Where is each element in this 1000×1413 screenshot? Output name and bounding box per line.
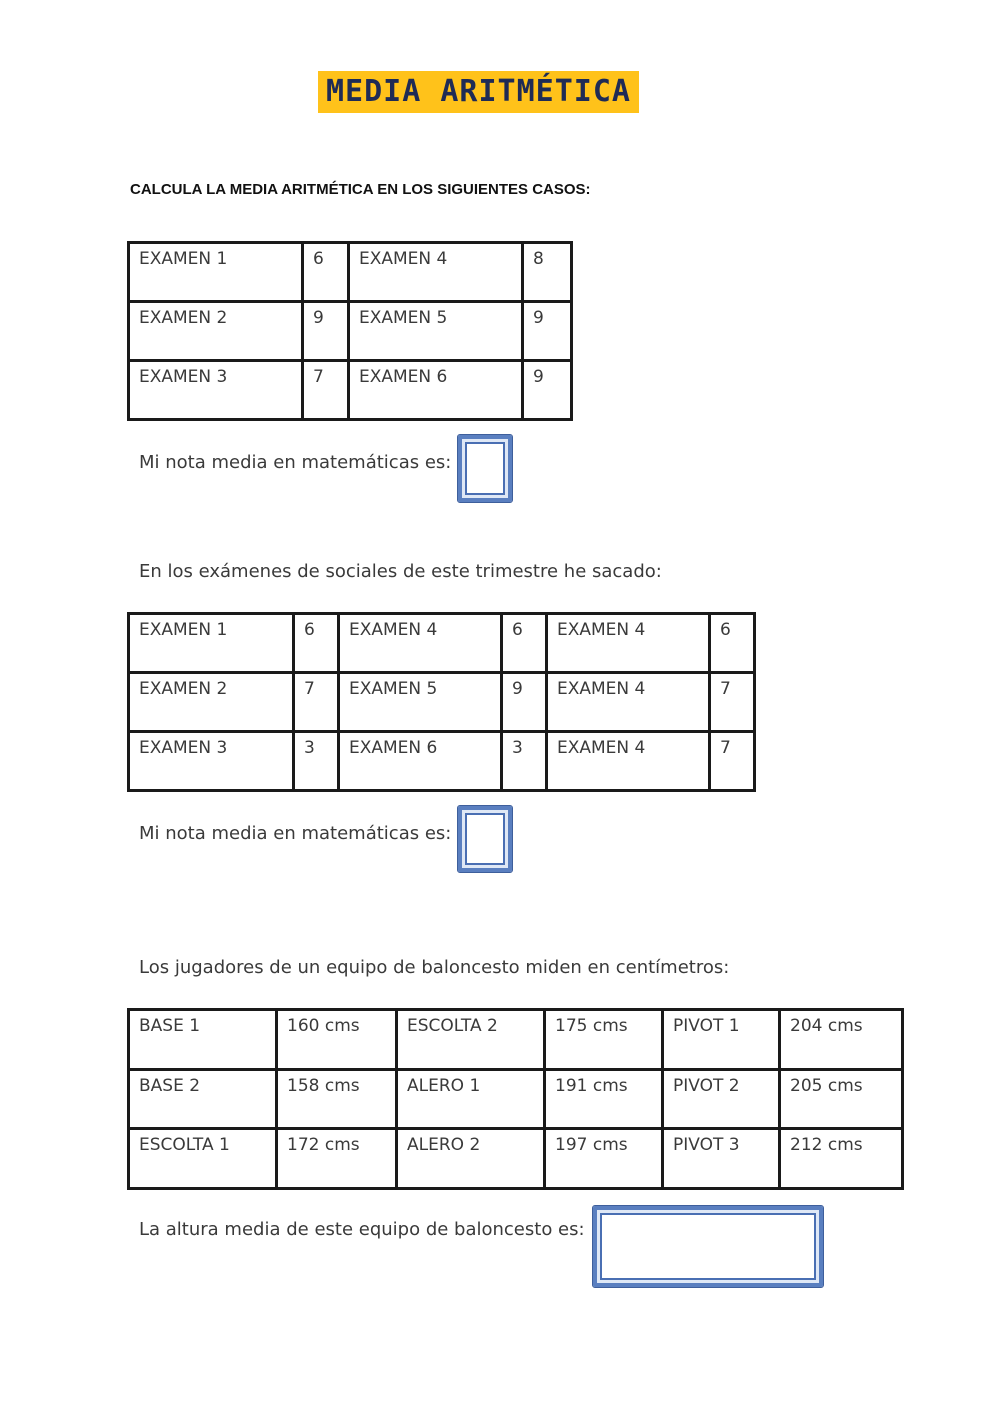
table-cell: BASE 2 [129, 1069, 277, 1129]
table-cell: EXAMEN 2 [129, 302, 303, 361]
table-row [129, 1010, 903, 1070]
table-cell: EXAMEN 6 [349, 361, 523, 420]
table-cell: 172 cms [277, 1129, 397, 1189]
basketball-average-question: La altura media de este equipo de baloncesto es: [139, 1219, 585, 1240]
table-cell: 6 [303, 243, 349, 302]
table-cell: EXAMEN 4 [547, 614, 710, 673]
social-exams-intro: En los exámenes de sociales de este trimestre he sacado: [139, 561, 662, 582]
table-cell: 7 [303, 361, 349, 420]
table-cell: 3 [502, 732, 547, 791]
page-title: MEDIA ARITMÉTICA [318, 71, 639, 113]
table-cell: EXAMEN 6 [339, 732, 502, 791]
table-cell: 6 [294, 614, 339, 673]
social-average-question: Mi nota media en matemáticas es: [139, 823, 452, 844]
table-cell: 197 cms [545, 1129, 663, 1189]
table-row [129, 732, 755, 791]
table-cell: 191 cms [545, 1069, 663, 1129]
table-cell: 7 [294, 673, 339, 732]
table-cell: EXAMEN 1 [129, 243, 303, 302]
basketball-intro: Los jugadores de un equipo de baloncesto miden en centímetros: [139, 957, 730, 978]
table-cell: 6 [710, 614, 755, 673]
table-cell: PIVOT 2 [663, 1069, 780, 1129]
basketball-heights-table [127, 1008, 904, 1190]
table-cell: EXAMEN 4 [349, 243, 523, 302]
table-cell: EXAMEN 3 [129, 732, 294, 791]
table-cell: 9 [303, 302, 349, 361]
table-cell: 204 cms [780, 1010, 903, 1070]
table-cell: 7 [710, 732, 755, 791]
table-cell: 212 cms [780, 1129, 903, 1189]
table-cell: EXAMEN 5 [339, 673, 502, 732]
table-cell: PIVOT 1 [663, 1010, 780, 1070]
table-cell: EXAMEN 5 [349, 302, 523, 361]
table-cell: EXAMEN 3 [129, 361, 303, 420]
social-average-answer-box[interactable] [458, 806, 512, 872]
table-cell: 8 [523, 243, 572, 302]
table-cell: 9 [523, 302, 572, 361]
table-cell: EXAMEN 4 [339, 614, 502, 673]
table-row [129, 673, 755, 732]
table-cell: 3 [294, 732, 339, 791]
table-row [129, 1129, 903, 1189]
table-cell: EXAMEN 4 [547, 732, 710, 791]
table-cell: 7 [710, 673, 755, 732]
table-cell: EXAMEN 1 [129, 614, 294, 673]
table-cell: ALERO 1 [397, 1069, 545, 1129]
table-cell: ESCOLTA 1 [129, 1129, 277, 1189]
table-cell: ESCOLTA 2 [397, 1010, 545, 1070]
table-cell: EXAMEN 4 [547, 673, 710, 732]
table-row [129, 1069, 903, 1129]
table-cell: BASE 1 [129, 1010, 277, 1070]
math-average-answer-box[interactable] [458, 435, 512, 502]
table-cell: 9 [523, 361, 572, 420]
basketball-average-answer-box[interactable] [593, 1206, 823, 1287]
instruction-text: CALCULA LA MEDIA ARITMÉTICA EN LOS SIGUIENTES CASOS: [130, 181, 591, 198]
table-cell: 6 [502, 614, 547, 673]
table-cell: PIVOT 3 [663, 1129, 780, 1189]
table-cell: 205 cms [780, 1069, 903, 1129]
table-row [129, 243, 572, 302]
math-average-question: Mi nota media en matemáticas es: [139, 452, 452, 473]
table-cell: 9 [502, 673, 547, 732]
exam-table-social [127, 612, 756, 792]
table-row [129, 361, 572, 420]
table-cell: EXAMEN 2 [129, 673, 294, 732]
table-cell: 175 cms [545, 1010, 663, 1070]
table-cell: 160 cms [277, 1010, 397, 1070]
table-row [129, 614, 755, 673]
table-row [129, 302, 572, 361]
table-cell: ALERO 2 [397, 1129, 545, 1189]
table-cell: 158 cms [277, 1069, 397, 1129]
exam-table-math [127, 241, 573, 421]
